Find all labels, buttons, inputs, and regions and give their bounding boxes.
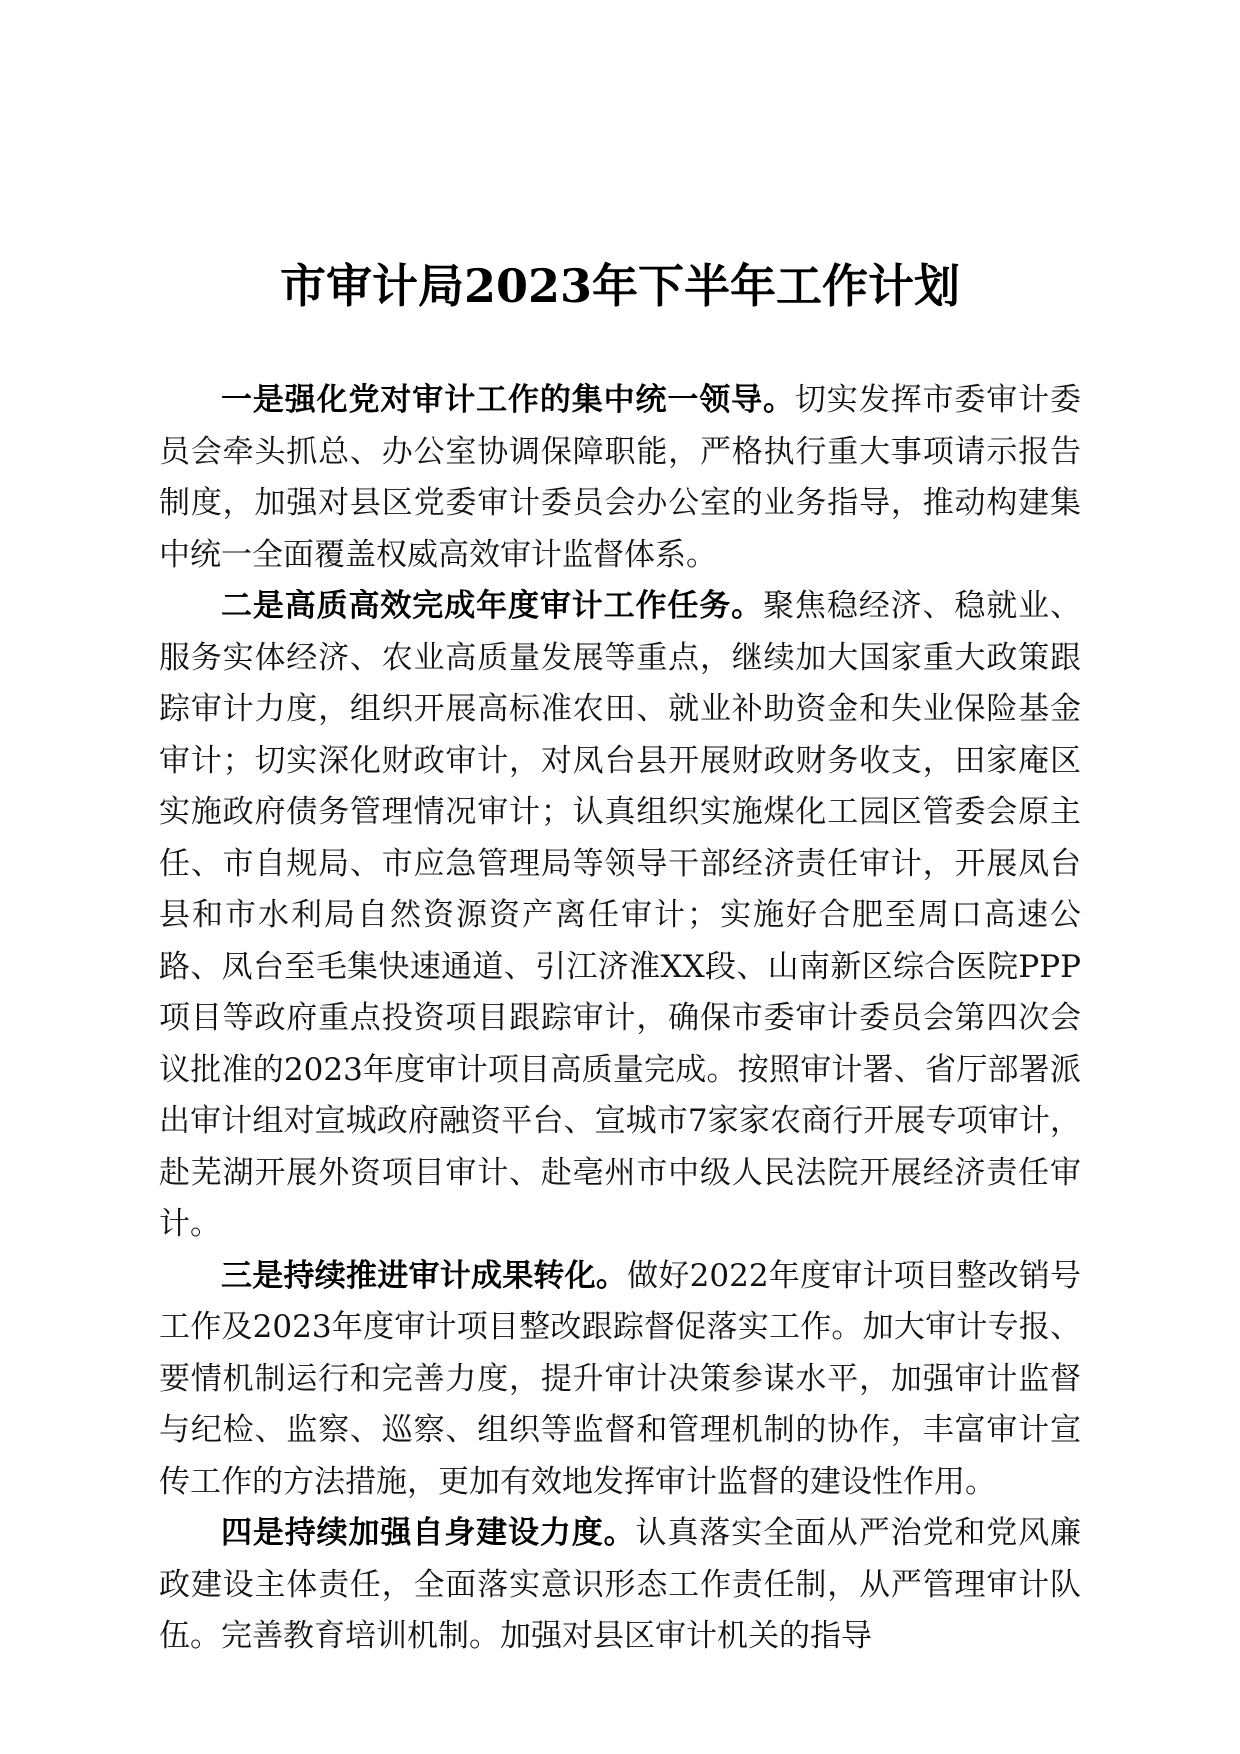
paragraph-3 — [159, 1251, 1081, 1509]
paragraph-1-lead: 一是强化党对审计工作的集中统一领导。 — [221, 382, 795, 418]
paragraph-3-lead: 三是持续推进审计成果转化。 — [221, 1257, 628, 1294]
paragraph-2-lead: 二是高质高效完成年度审计工作任务。 — [221, 588, 764, 624]
paragraph-2-text: 聚焦稳经济、稳就业、服务实体经济、农业高质量发展等重点，继续加大国家重大政策跟踪审计力度，组织开展高标准农田、就业补助资金和失业保险基金审计；切实深化财政审计，对凤台县开展财政财务收支，田家庵区实施政府债务管理情况审计；认真组织实施煤化工园区管委会原主任、市自规局、市应急管理局等领导干部经济责任审计，开展凤台县和市水利局自然资源资产离任审计；实施好合肥至周口高速公路、凤台至毛集快速通道、引江济淮XX段、山南新区综合医院PPP项目等政府重点投资项目跟踪审计，确保市委审计委员会第四次会议批准的2023年度审计项目高质量完成。按照审计署、省厅部署派出审计组对宣城政府融资平台、宣城市7家家农商行开展专项审计，赴芜湖开展外资项目审计、赴亳州市中级人民法院开展经济责任审计。 — [159, 588, 1082, 1242]
paragraph-4-lead: 四是持续加强自身建设力度。 — [221, 1515, 636, 1551]
document-body — [159, 375, 1081, 1663]
paragraph-2 — [159, 581, 1081, 1251]
paragraph-4-text: 认真落实全面从严治党和党风廉政建设主体责任，全面落实意识形态工作责任制，从严管理审计队伍。完善教育培训机制。加强对县区审计机关的指导 — [159, 1515, 1081, 1654]
paragraph-3-text: 做好2022年度审计项目整改销号工作及2023年度审计项目整改跟踪督促落实工作。加大审计专报、要情机制运行和完善力度，提升审计决策参谋水平，加强审计监督与纪检、监察、巡察、组织等监督和管理机制的协作，丰富审计宣传工作的方法措施，更加有效地发挥审计监督的建设性作用。 — [159, 1257, 1081, 1500]
paragraph-1 — [159, 375, 1081, 581]
paragraph-4 — [159, 1508, 1081, 1663]
document-title: 市审计局2023年下半年工作计划 — [279, 259, 961, 313]
paragraph-1-text: 切实发挥市委审计委员会牵头抓总、办公室协调保障职能，严格执行重大事项请示报告制度，加强对县区党委审计委员会办公室的业务指导，推动构建集中统一全面覆盖权威高效审计监督体系。 — [159, 382, 1081, 573]
